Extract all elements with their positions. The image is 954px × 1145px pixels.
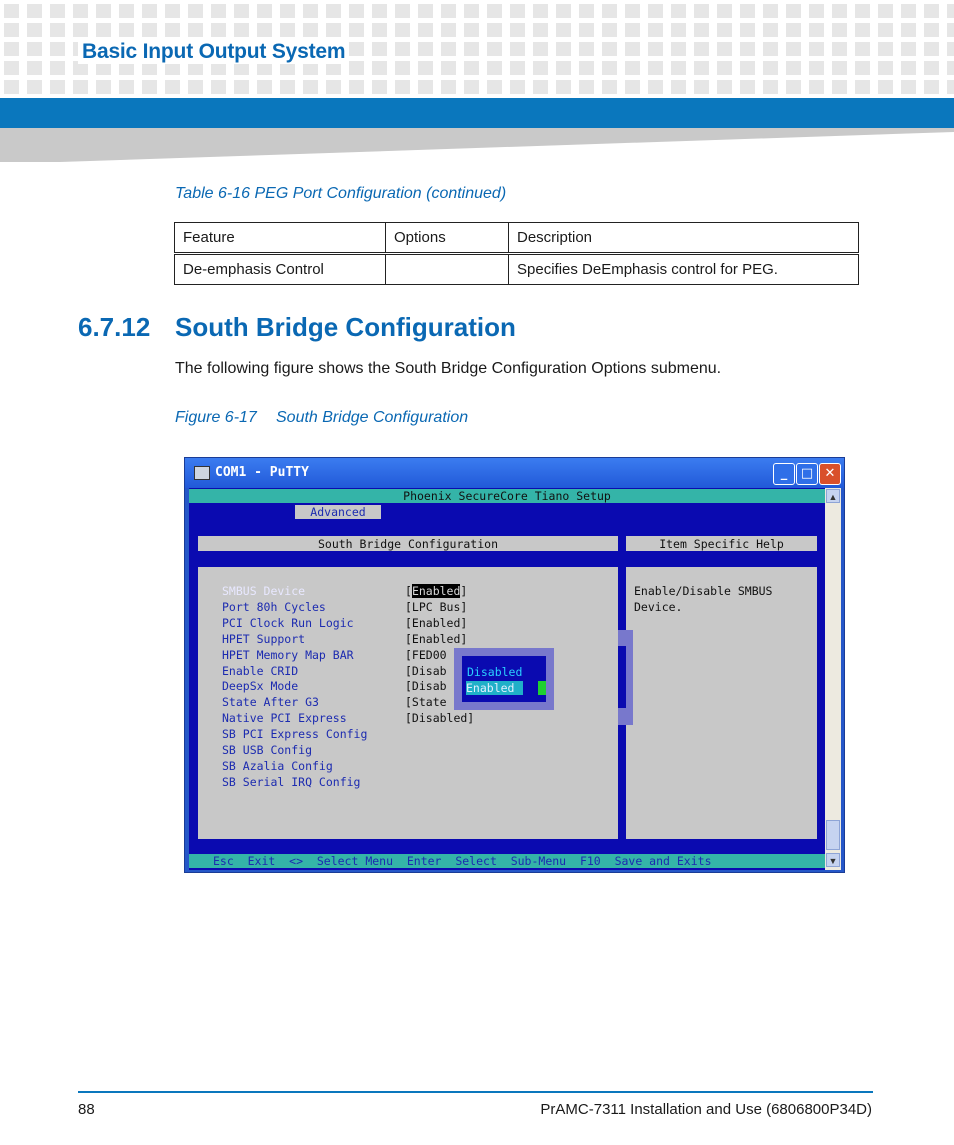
- putty-icon: [194, 466, 210, 480]
- header-title: Basic Input Output System: [78, 40, 349, 64]
- setup-item-value[interactable]: [Enabled]: [405, 615, 468, 630]
- scroll-thumb[interactable]: [826, 820, 840, 850]
- table-header-cell: Description: [509, 223, 859, 254]
- setup-item-label[interactable]: Port 80h Cycles: [222, 599, 326, 614]
- table-cell: De-emphasis Control: [175, 254, 386, 285]
- table-header-cell: Options: [386, 223, 509, 254]
- setup-item-label[interactable]: SMBUS Device: [222, 584, 306, 598]
- panel-title: South Bridge Configuration: [317, 537, 498, 551]
- setup-item-label[interactable]: SB PCI Express Config: [222, 727, 368, 742]
- setup-item-label[interactable]: SB Azalia Config: [222, 758, 333, 773]
- setup-title: Phoenix SecureCore Tiano Setup: [403, 489, 611, 503]
- maximize-button[interactable]: □: [796, 463, 818, 485]
- setup-item-label[interactable]: PCI Clock Run Logic: [222, 615, 354, 630]
- tab-advanced[interactable]: Advanced: [295, 505, 381, 519]
- table-cell: [386, 254, 509, 285]
- section-body: The following figure shows the South Bridge Configuration Options submenu.: [175, 360, 722, 377]
- window-title: COM1 - PuTTY: [215, 465, 309, 480]
- cursor-block: [538, 681, 546, 695]
- scroll-up-icon[interactable]: ▲: [826, 489, 840, 503]
- table-header-cell: Feature: [175, 223, 386, 254]
- setup-item-label[interactable]: Native PCI Express: [222, 711, 347, 726]
- setup-item-label[interactable]: SB USB Config: [222, 743, 313, 757]
- options-popup: [454, 648, 554, 710]
- table-cell: Specifies DeEmphasis control for PEG.: [509, 254, 859, 285]
- setup-item-value[interactable]: [Enabled]: [405, 584, 468, 598]
- help-title: Item Specific Help: [659, 537, 784, 551]
- setup-item-value[interactable]: [State: [405, 695, 447, 710]
- popup-option-enabled[interactable]: Enabled: [466, 681, 523, 695]
- popup-inner: [462, 656, 546, 702]
- help-text-line: Enable/Disable SMBUS: [634, 584, 773, 598]
- scroll-marker-inner: [618, 646, 626, 708]
- popup-option-disabled[interactable]: Disabled: [467, 665, 523, 679]
- setup-item-value[interactable]: [LPC Bus]: [405, 599, 468, 614]
- setup-item-value[interactable]: [Disabled]: [405, 711, 475, 726]
- table-caption: Table 6-16 PEG Port Configuration (continued): [175, 185, 507, 202]
- putty-window: [184, 457, 845, 873]
- header-band: [0, 98, 954, 128]
- setup-item-label[interactable]: DeepSx Mode: [222, 679, 299, 694]
- setup-item-value[interactable]: [Disab: [405, 679, 447, 694]
- setup-item-label[interactable]: SB Serial IRQ Config: [222, 774, 361, 789]
- scroll-down-icon[interactable]: ▼: [826, 853, 840, 867]
- setup-item-value[interactable]: [Enabled]: [405, 631, 468, 646]
- setup-item-label[interactable]: HPET Memory Map BAR: [222, 647, 354, 662]
- footer-rule: [78, 1091, 873, 1093]
- section-title: South Bridge Configuration: [175, 312, 516, 342]
- spec-table: [174, 222, 859, 285]
- figure-label: Figure 6-17: [175, 409, 257, 426]
- page-number: 88: [78, 1101, 95, 1118]
- window-titlebar[interactable]: [185, 458, 844, 488]
- setup-item-label[interactable]: HPET Support: [222, 631, 306, 646]
- setup-item-value[interactable]: [Disab: [405, 663, 447, 678]
- table-header-row: [175, 223, 859, 254]
- document-name: PrAMC-7311 Installation and Use (6806800P34D): [540, 1101, 872, 1118]
- help-text-line: Device.: [634, 600, 683, 614]
- setup-item-label[interactable]: Enable CRID: [222, 663, 299, 678]
- footer-keys: Esc Exit <> Select Menu Enter Select Sub-Menu F10 Save and Exits: [213, 854, 712, 868]
- section-number: 6.7.12: [78, 312, 151, 342]
- header-swoosh: [0, 128, 954, 164]
- figure-name: South Bridge Configuration: [276, 409, 469, 426]
- terminal-screen[interactable]: [189, 488, 825, 870]
- setup-item-label[interactable]: State After G3: [222, 695, 319, 710]
- minimize-button[interactable]: _: [773, 463, 795, 485]
- setup-item-value[interactable]: [FED00: [405, 647, 447, 662]
- table-row: [175, 254, 859, 285]
- close-button[interactable]: ✕: [819, 463, 841, 485]
- scrollbar[interactable]: [825, 488, 841, 870]
